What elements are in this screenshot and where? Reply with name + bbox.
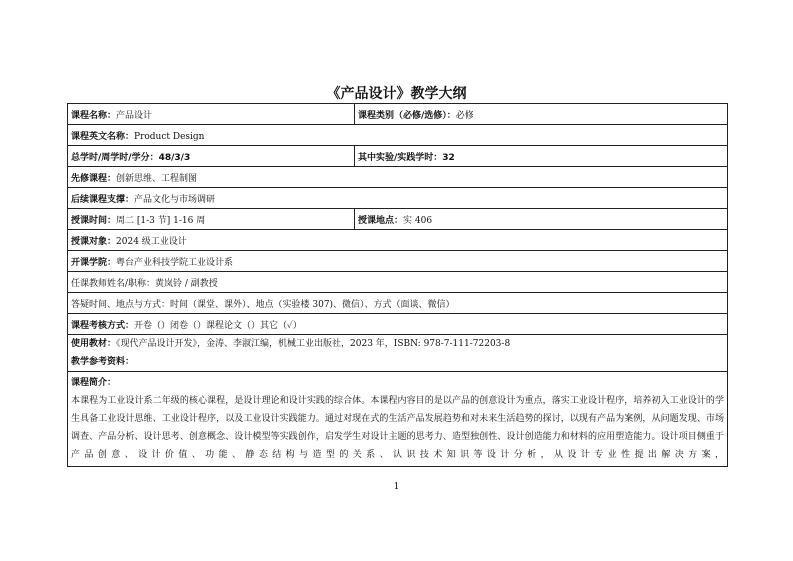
label: 先修课程： — [71, 173, 117, 184]
table-row — [68, 314, 728, 335]
label: 课程名称： — [71, 110, 117, 121]
table-row — [68, 230, 728, 251]
intro-label: 课程简介： — [71, 378, 117, 388]
table-row — [68, 335, 728, 372]
hours: 48/3/3 — [158, 152, 191, 163]
table-row — [68, 251, 728, 272]
course-name-cell — [68, 104, 355, 125]
target-cell — [68, 230, 728, 251]
follow-up-courses: 产品文化与市场调研 — [134, 194, 216, 205]
intro-cell — [68, 372, 728, 467]
college-cell — [68, 251, 728, 272]
table-row — [68, 209, 728, 230]
class-place: 实 406 — [403, 215, 433, 226]
references-line — [71, 353, 724, 371]
course-name: 产品设计 — [116, 110, 153, 121]
lab-hours: 32 — [442, 152, 455, 163]
syllabus-table — [67, 103, 728, 467]
english-name-cell — [68, 125, 728, 146]
target-students: 2024 级工业设计 — [116, 236, 187, 247]
prerequisite-cell — [68, 167, 728, 188]
label: 后续课程支撑： — [71, 194, 135, 205]
teacher-cell: 任课教师姓名/职称：黄岚铃 / 副教授 — [68, 272, 728, 293]
page-number: 1 — [393, 482, 400, 492]
table-row — [68, 146, 728, 167]
follow-up-cell — [68, 188, 728, 209]
prerequisites: 创新思维、工程制图 — [116, 173, 198, 184]
label: 开课学院： — [71, 257, 117, 268]
english-name: Product Design — [134, 131, 205, 142]
time-cell — [68, 209, 355, 230]
label: 课程英文名称： — [71, 131, 135, 142]
table-row — [68, 293, 728, 314]
college: 粤台产业科技学院工业设计系 — [116, 257, 234, 268]
textbook-line — [71, 335, 724, 353]
table-row — [68, 125, 728, 146]
label: 教学参考资料： — [71, 357, 135, 367]
label: 课程类别（必修/选修）： — [358, 110, 456, 121]
course-type-cell — [355, 104, 728, 125]
label: 授课对象： — [71, 236, 117, 247]
label: 使用教材： — [71, 339, 117, 349]
textbook: 《现代产品设计开发》，金涛、李淑江编，机械工业出版社，2023 年，ISBN: 978-7-111-72203-8 — [116, 339, 511, 349]
lab-hours-cell — [355, 146, 728, 167]
document-title: 《产品设计》教学大纲 — [326, 86, 467, 102]
table-row — [68, 372, 728, 467]
exam-cell — [68, 314, 728, 335]
hours-cell — [68, 146, 355, 167]
table-row — [68, 104, 728, 125]
table-row — [68, 167, 728, 188]
place-cell — [355, 209, 728, 230]
textbook-cell — [68, 335, 728, 372]
table-row — [68, 188, 728, 209]
label: 总学时/周学时/学分： — [71, 152, 159, 163]
intro-text: 本课程为工业设计系二年级的核心课程，是设计理论和设计实践的综合体。本课程内容目的是以产品的创意设计为重点，落实工业设计程序，培养初入工业设计的学生具备工业设计思维、工业设计程序，以及工业设计实践能力。通过对现在式的生活产品发展趋势和对未来生活趋势的探讨，以现有产品为案例，从问题发现、市场调查、产品分析、设计思考、创意概念、设计模型等实践创作，启发学生对设计主题的思考力、造型独创性、设计创造能力和材料的应用塑造能力。设计项目侧重于产品创意、设计价值、功能、静态结构与造型的关系、认识技术知识等设计分析，从设计专业性提出解决方案， — [71, 396, 724, 460]
label: 授课时间： — [71, 215, 117, 226]
qa-cell: 答疑时间、地点与方式：时间（课堂、课外）、地点（实验楼 307)、微信）、方式（面谈、微信） — [68, 293, 728, 314]
course-type: 必修 — [455, 110, 474, 121]
label: 其中实验/实践学时： — [358, 152, 443, 163]
label: 授课地点： — [358, 215, 404, 226]
exam-method: 开卷（）闭卷（）课程论文（）其它（✓） — [134, 320, 302, 331]
table-row — [68, 272, 728, 293]
class-time: 周二 [1-3 节] 1-16 周 — [116, 215, 206, 226]
label: 课程考核方式： — [71, 320, 135, 331]
